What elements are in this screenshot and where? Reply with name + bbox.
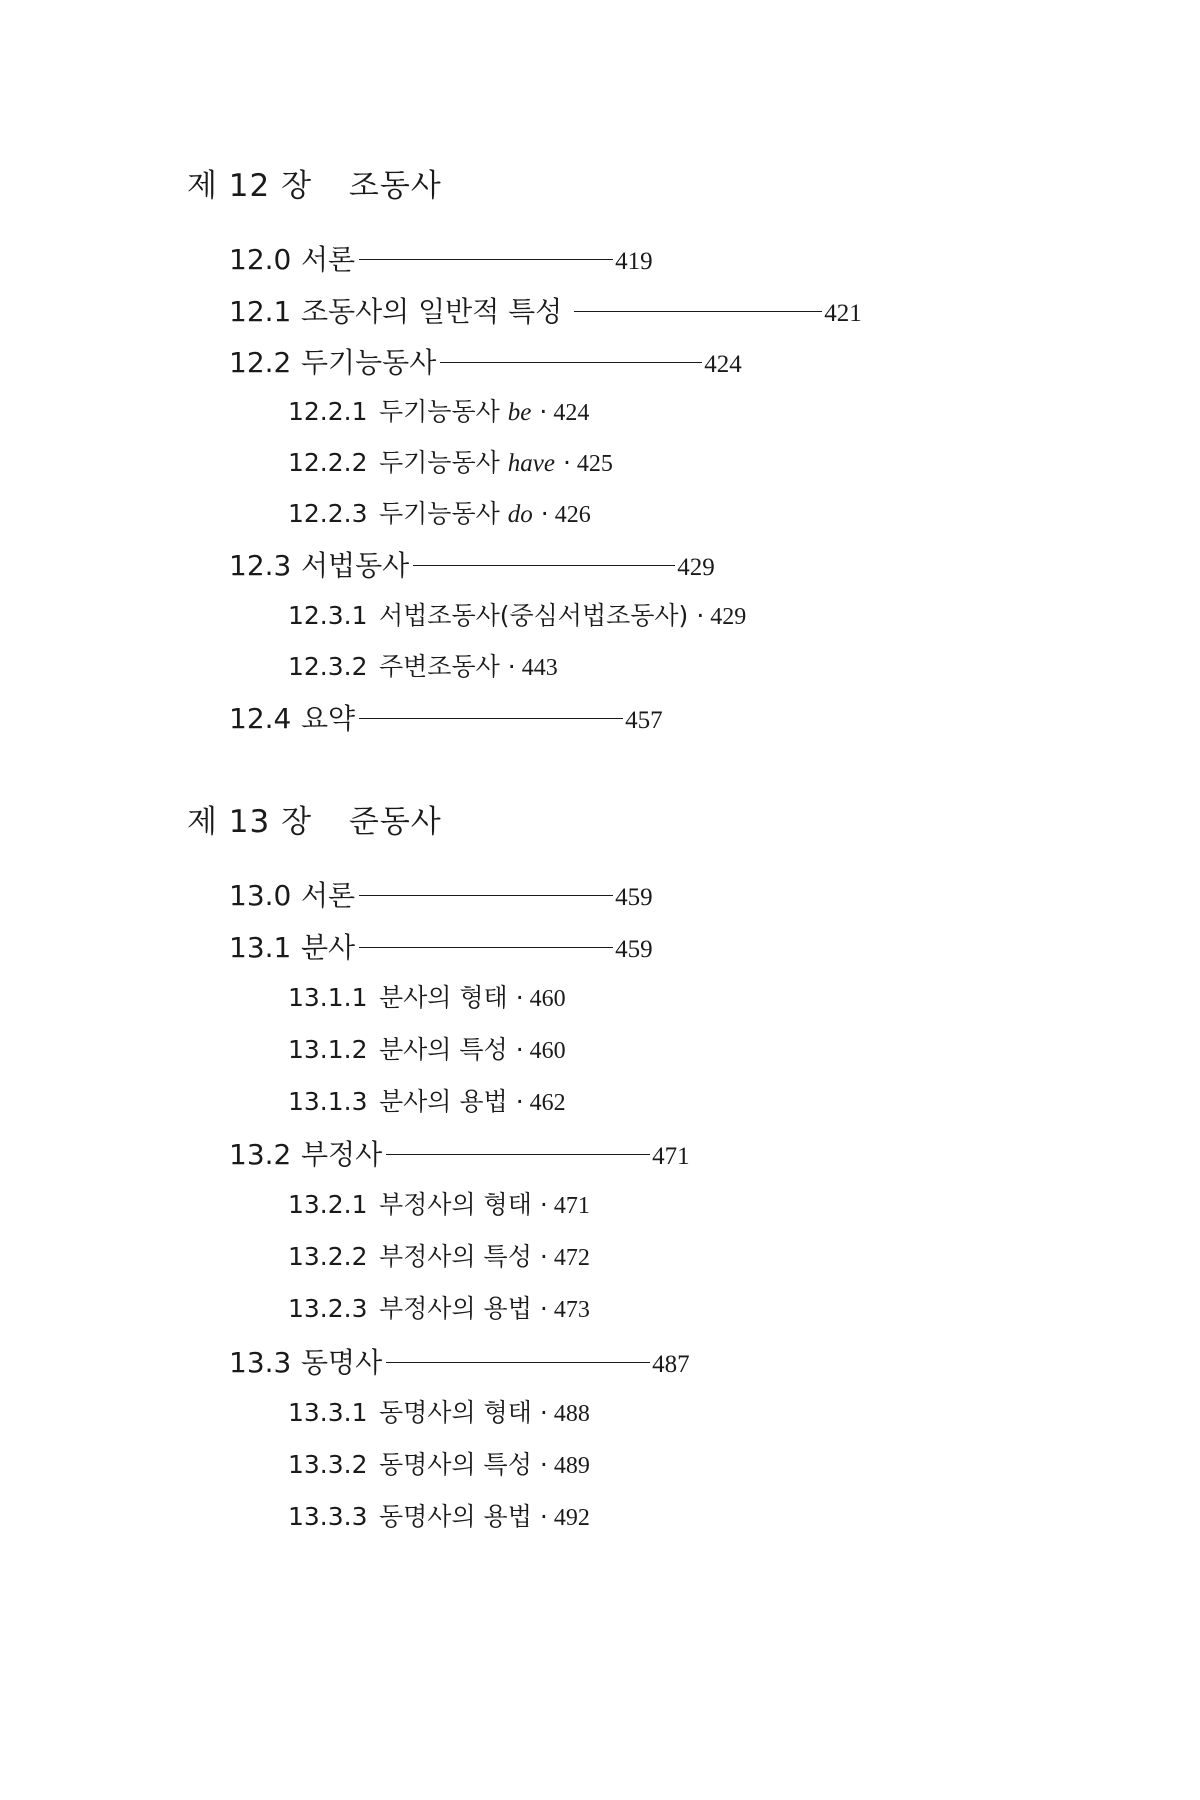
- page-number: 424: [553, 400, 590, 426]
- subsection-number: 13.1.3: [288, 1087, 368, 1116]
- dot-leader: [386, 1362, 650, 1363]
- subsection-title: 분사의 형태: [379, 983, 508, 1012]
- separator-dot: ·: [539, 1294, 548, 1323]
- page-number: 459: [615, 884, 653, 911]
- toc-subsection[interactable]: [288, 494, 591, 530]
- dot-leader: [359, 947, 613, 948]
- dot-leader: [359, 259, 613, 260]
- subsection-title: 두기능동사: [379, 397, 500, 426]
- section-title: 서법동사: [301, 549, 410, 582]
- toc-subsection[interactable]: [288, 1082, 566, 1118]
- page-number: 459: [615, 936, 653, 963]
- page-number: 426: [554, 502, 591, 528]
- separator-dot: ·: [539, 1502, 548, 1531]
- toc-section[interactable]: [229, 926, 653, 966]
- dot-leader: [386, 1154, 650, 1155]
- toc-subsection[interactable]: [288, 392, 589, 428]
- chapter-heading: [187, 160, 442, 205]
- toc-subsection[interactable]: [288, 1445, 590, 1481]
- separator-dot: ·: [540, 499, 549, 528]
- page-number: 487: [652, 1351, 690, 1378]
- toc-subsection[interactable]: [288, 1289, 590, 1325]
- separator-dot: ·: [539, 1450, 548, 1479]
- section-title: 분사: [301, 931, 356, 964]
- separator-dot: ·: [539, 1242, 548, 1271]
- section-number: 12.4: [229, 702, 292, 735]
- section-number: 13.3: [229, 1346, 292, 1379]
- toc-subsection[interactable]: [288, 1237, 590, 1273]
- subsection-number: 12.2.2: [288, 448, 368, 477]
- section-title: 부정사: [301, 1138, 383, 1171]
- subsection-title: 서법조동사(중심서법조동사): [379, 601, 689, 630]
- separator-dot: ·: [515, 983, 524, 1012]
- dot-leader: [413, 565, 675, 566]
- page-number: 424: [704, 351, 742, 378]
- toc-subsection[interactable]: [288, 1030, 566, 1066]
- separator-dot: ·: [696, 601, 705, 630]
- subsection-title: 부정사의 특성: [379, 1242, 532, 1271]
- page-number: 425: [576, 451, 613, 477]
- toc-subsection[interactable]: [288, 443, 613, 479]
- page-number: 472: [553, 1245, 590, 1271]
- page-number: 421: [824, 300, 862, 327]
- chapter-label: 제 13 장: [187, 804, 313, 840]
- dot-leader: [359, 895, 613, 896]
- chapter-label: 제 12 장: [187, 168, 313, 204]
- chapter-title: 조동사: [348, 168, 442, 204]
- toc-subsection[interactable]: [288, 1185, 590, 1221]
- section-title: 조동사의 일반적 특성: [301, 295, 563, 328]
- section-number: 12.0: [229, 243, 292, 276]
- subsection-number: 13.3.1: [288, 1398, 368, 1427]
- section-title: 요약: [301, 702, 356, 735]
- subsection-number: 12.3.1: [288, 601, 368, 630]
- page-number: 462: [529, 1090, 566, 1116]
- subsection-title: 동명사의 특성: [379, 1450, 532, 1479]
- subsection-title: 동명사의 형태: [379, 1398, 532, 1427]
- page-number: 429: [710, 604, 747, 630]
- section-number: 13.0: [229, 879, 292, 912]
- page-number: 471: [553, 1193, 590, 1219]
- subsection-number: 12.2.1: [288, 397, 368, 426]
- toc-section[interactable]: [229, 874, 653, 914]
- section-title: 서론: [301, 243, 356, 276]
- toc-subsection[interactable]: [288, 647, 558, 683]
- chapter-title: 준동사: [348, 804, 442, 840]
- page-number: 488: [553, 1401, 590, 1427]
- dot-leader: [440, 362, 702, 363]
- toc-section[interactable]: [229, 1133, 690, 1173]
- page-number: 419: [615, 248, 653, 275]
- page-number: 471: [652, 1143, 690, 1170]
- separator-dot: ·: [539, 1190, 548, 1219]
- dot-leader: [359, 718, 623, 719]
- toc-subsection[interactable]: [288, 1393, 590, 1429]
- subsection-title: 주변조동사: [379, 652, 500, 681]
- page-number: 489: [553, 1453, 590, 1479]
- subsection-title: 두기능동사: [379, 499, 500, 528]
- section-number: 13.2: [229, 1138, 292, 1171]
- subsection-number: 13.2.3: [288, 1294, 368, 1323]
- toc-section[interactable]: [229, 341, 742, 381]
- subsection-title: 두기능동사: [379, 448, 500, 477]
- subsection-number: 13.3.2: [288, 1450, 368, 1479]
- toc-subsection[interactable]: [288, 596, 746, 632]
- subsection-term: be: [507, 399, 532, 426]
- subsection-title: 분사의 용법: [379, 1087, 508, 1116]
- subsection-title: 부정사의 형태: [379, 1190, 532, 1219]
- toc-section[interactable]: [229, 1341, 690, 1381]
- page-number: 473: [553, 1297, 590, 1323]
- toc-section[interactable]: [229, 697, 663, 737]
- section-number: 13.1: [229, 931, 292, 964]
- subsection-number: 13.1.1: [288, 983, 368, 1012]
- page-number: 429: [677, 554, 715, 581]
- subsection-number: 12.3.2: [288, 652, 368, 681]
- chapter-heading: [187, 796, 442, 841]
- separator-dot: ·: [539, 397, 548, 426]
- toc-section[interactable]: [229, 544, 715, 584]
- subsection-term: have: [507, 450, 555, 477]
- subsection-number: 13.2.1: [288, 1190, 368, 1219]
- subsection-number: 13.2.2: [288, 1242, 368, 1271]
- subsection-term: do: [507, 501, 533, 528]
- page-number: 457: [625, 707, 663, 734]
- section-title: 서론: [301, 879, 356, 912]
- section-title: 두기능동사: [301, 346, 437, 379]
- toc-section[interactable]: [229, 290, 862, 330]
- subsection-title: 동명사의 용법: [379, 1502, 532, 1531]
- section-number: 12.2: [229, 346, 292, 379]
- page-number: 460: [529, 986, 566, 1012]
- dot-leader: [574, 311, 822, 312]
- separator-dot: ·: [507, 652, 516, 681]
- section-title: 동명사: [301, 1346, 383, 1379]
- page-number: 443: [521, 655, 558, 681]
- subsection-number: 12.2.3: [288, 499, 368, 528]
- separator-dot: ·: [515, 1035, 524, 1064]
- subsection-number: 13.1.2: [288, 1035, 368, 1064]
- toc-subsection[interactable]: [288, 978, 566, 1014]
- section-number: 12.3: [229, 549, 292, 582]
- section-number: 12.1: [229, 295, 292, 328]
- subsection-title: 부정사의 용법: [379, 1294, 532, 1323]
- page-number: 460: [529, 1038, 566, 1064]
- subsection-number: 13.3.3: [288, 1502, 368, 1531]
- toc-subsection[interactable]: [288, 1497, 590, 1533]
- separator-dot: ·: [562, 448, 571, 477]
- toc-section[interactable]: [229, 238, 653, 278]
- separator-dot: ·: [515, 1087, 524, 1116]
- subsection-title: 분사의 특성: [379, 1035, 508, 1064]
- separator-dot: ·: [539, 1398, 548, 1427]
- page-number: 492: [553, 1505, 590, 1531]
